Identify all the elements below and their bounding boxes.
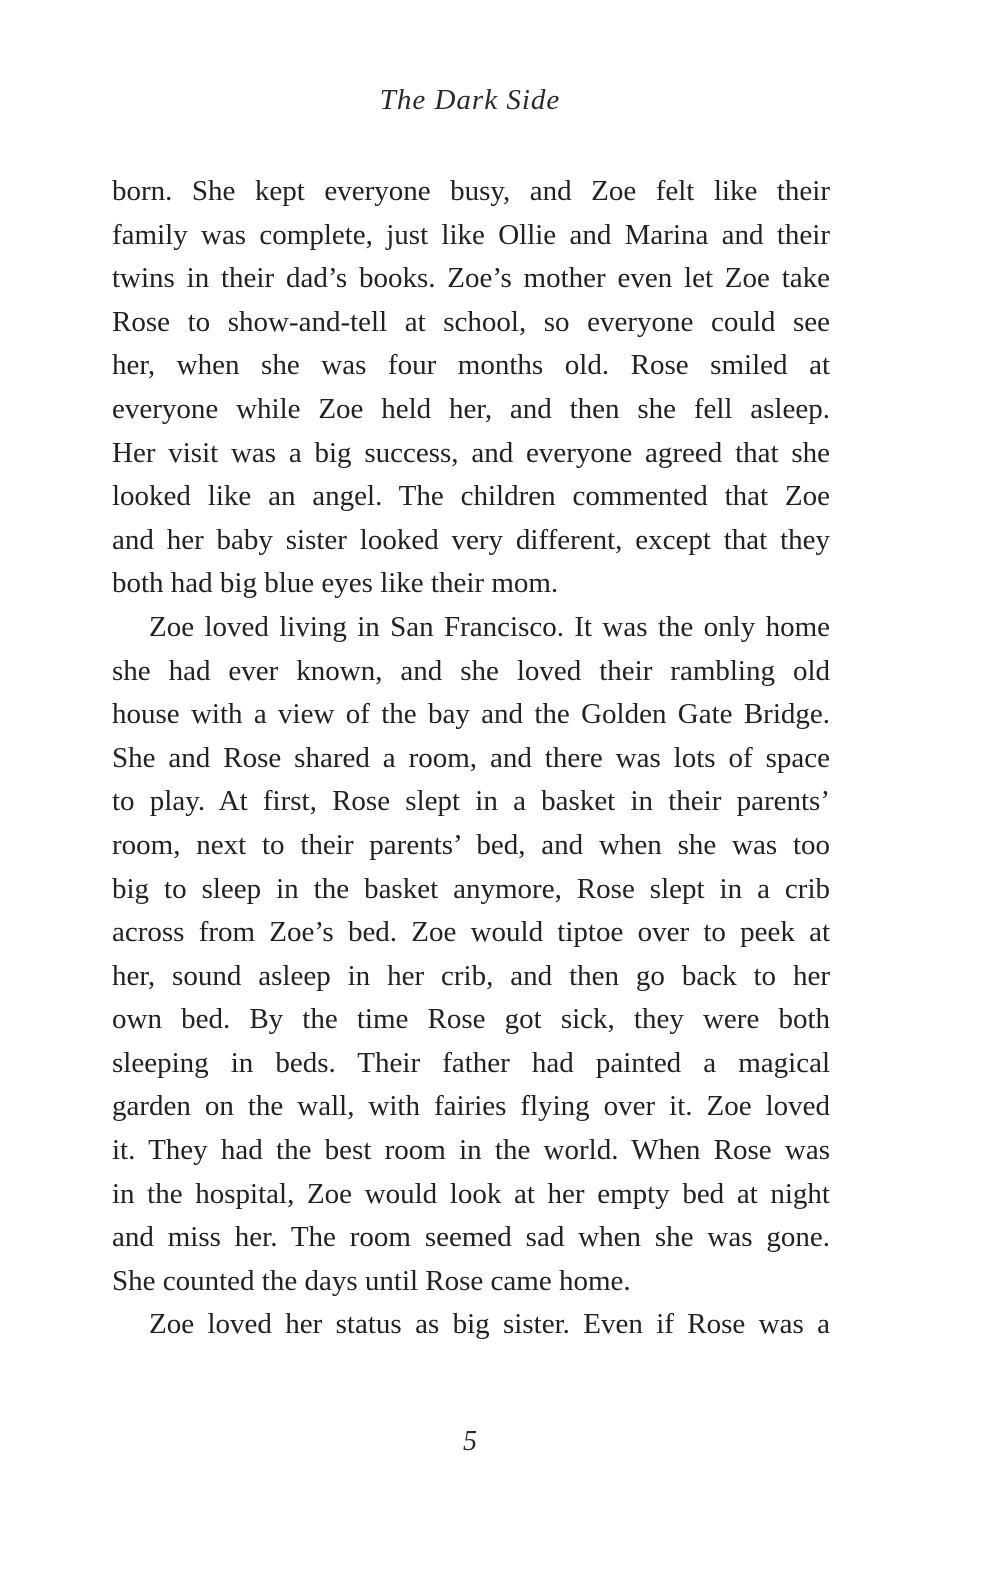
text-line: Zoe loved living in San Francisco. It was the only home [149,610,830,643]
text-line: She and Rose shared a room, and there was lots of space [112,741,830,774]
text-line: looked like an angel. The children commented that Zoe [112,480,830,513]
text-line: across from Zoe’s bed. Zoe would tiptoe over to peek at [112,916,830,949]
text-line: and miss her. The room seemed sad when she was gone. [112,1221,830,1254]
running-head: The Dark Side [379,84,561,116]
text-line: big to sleep in the basket anymore, Rose slept in a crib [112,872,830,905]
paragraph-3 [112,1303,830,1347]
body-text [112,170,830,1347]
text-line: own bed. By the time Rose got sick, they were both [112,1003,830,1036]
text-line: She counted the days until Rose came home. [112,1264,631,1297]
text-line: she had ever known, and she loved their rambling old [112,654,830,687]
page-number: 5 [463,1426,477,1457]
text-line: and her baby sister looked very different, except that they [112,523,830,556]
text-line: twins in their dad’s books. Zoe’s mother even let Zoe take [112,262,830,295]
text-line: her, sound asleep in her crib, and then go back to her [112,959,830,992]
text-line: Zoe loved her status as big sister. Even if Rose was a [149,1308,830,1341]
paragraph-1 [112,170,830,606]
text-line: everyone while Zoe held her, and then she fell asleep. [112,392,830,425]
text-line: it. They had the best room in the world. When Rose was [112,1134,830,1167]
text-line: her, when she was four months old. Rose smiled at [112,349,830,382]
paragraph-2 [112,606,830,1304]
text-line: Her visit was a big success, and everyone agreed that she [112,436,830,469]
text-line: Rose to show-and-tell at school, so everyone could see [112,305,830,338]
text-line: family was complete, just like Ollie and Marina and their [112,218,830,251]
text-line: house with a view of the bay and the Golden Gate Bridge. [112,698,830,731]
text-line: born. She kept everyone busy, and Zoe felt like their [112,175,830,207]
text-line: in the hospital, Zoe would look at her empty bed at night [112,1177,830,1210]
text-line: both had big blue eyes like their mom. [112,567,559,600]
text-line: sleeping in beds. Their father had painted a magical [112,1046,830,1079]
text-line: garden on the wall, with fairies flying over it. Zoe loved [112,1090,830,1123]
text-line: room, next to their parents’ bed, and when she was too [112,828,830,861]
text-line: to play. At first, Rose slept in a basket in their parents’ [112,785,830,818]
